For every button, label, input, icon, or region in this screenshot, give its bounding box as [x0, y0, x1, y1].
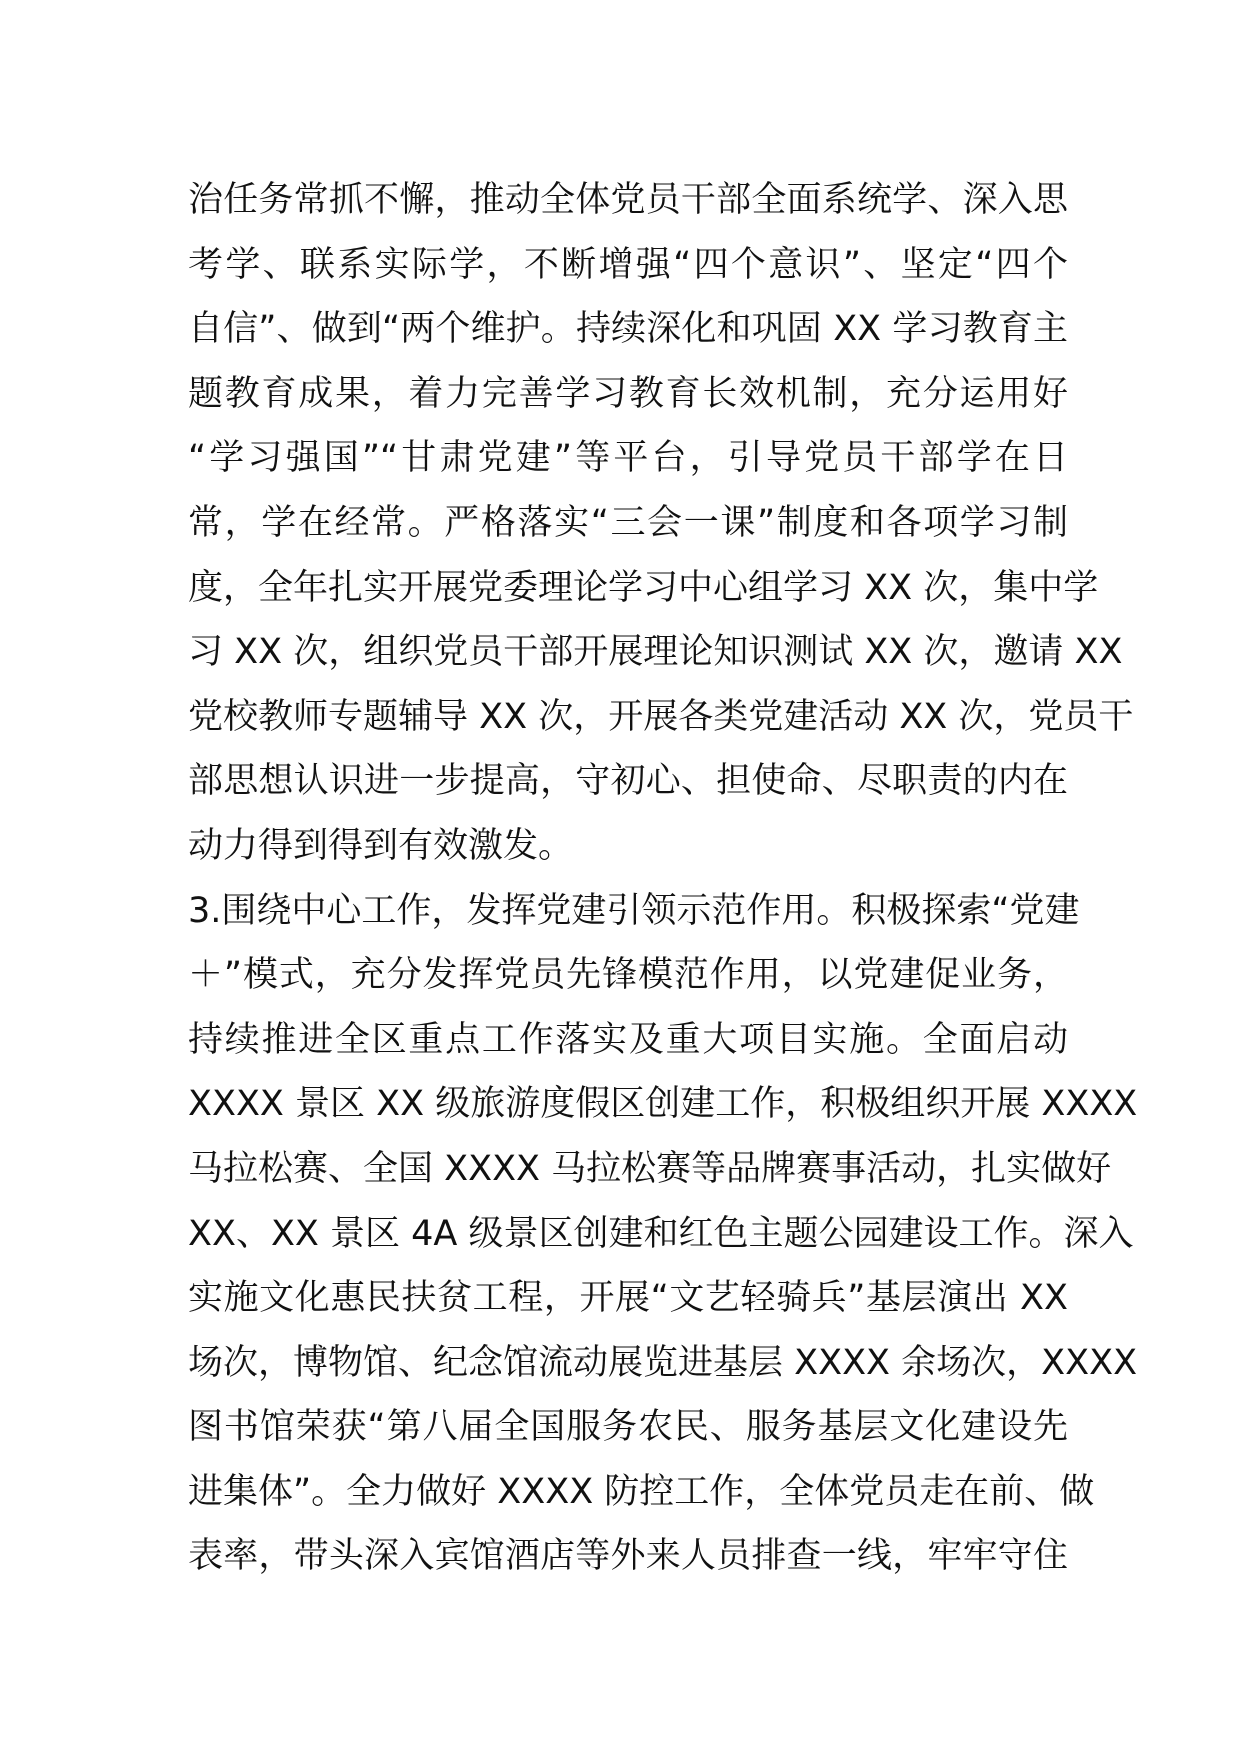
text-line: 习 XX 次，组织党员干部开展理论知识测试 XX 次，邀请 XX: [188, 632, 1123, 673]
text-line: 图书馆荣获“第八届全国服务农民、服务基层文化建设先: [188, 1407, 1068, 1448]
text-line: 马拉松赛、全国 XXXX 马拉松赛等品牌赛事活动，扎实做好: [188, 1148, 1112, 1189]
text-line: 党校教师专题辅导 XX 次，开展各类党建活动 XX 次，党员干: [188, 696, 1134, 737]
text-line: 部思想认识进一步提高，守初心、担使命、尽职责的内在: [188, 761, 1068, 802]
text-line: ＋”模式，充分发挥党员先锋模范作用，以党建促业务，: [188, 955, 1068, 996]
text-line: 考学、联系实际学，不断增强“四个意识”、坚定“四个: [188, 244, 1068, 285]
text-line: 表率，带头深入宾馆酒店等外来人员排查一线，牢牢守住: [188, 1536, 1068, 1577]
text-line: 自信”、做到“两个维护。持续深化和巩固 XX 学习教育主: [188, 309, 1068, 350]
text-line: “学习强国”“甘肃党建”等平台，引导党员干部学在日: [188, 438, 1068, 479]
text-line: 度，全年扎实开展党委理论学习中心组学习 XX 次，集中学: [188, 567, 1099, 608]
text-line: XXXX 景区 XX 级旅游度假区创建工作，积极组织开展 XXXX: [188, 1084, 1138, 1125]
text-line: XX、XX 景区 4A 级景区创建和红色主题公园建设工作。深入: [188, 1213, 1134, 1254]
text-line: 题教育成果，着力完善学习教育长效机制，充分运用好: [188, 373, 1068, 414]
text-line: 进集体”。全力做好 XXXX 防控工作，全体党员走在前、做: [188, 1471, 1095, 1512]
text-line: 场次，博物馆、纪念馆流动展览进基层 XXXX 余场次，XXXX: [188, 1342, 1138, 1383]
paragraph-end-line: 动力得到得到有效激发。: [188, 825, 574, 866]
text-line: 3.围绕中心工作，发挥党建引领示范作用。积极探索“党建: [188, 890, 1080, 931]
text-line: 治任务常抓不懈，推动全体党员干部全面系统学、深入思: [188, 180, 1068, 220]
text-line: 持续推进全区重点工作落实及重大项目实施。全面启动: [188, 1019, 1068, 1060]
document-body: [188, 168, 1138, 1589]
text-line: 实施文化惠民扶贫工程，开展“文艺轻骑兵”基层演出 XX: [188, 1278, 1068, 1319]
text-line: 常，学在经常。严格落实“三会一课”制度和各项学习制: [188, 502, 1068, 543]
